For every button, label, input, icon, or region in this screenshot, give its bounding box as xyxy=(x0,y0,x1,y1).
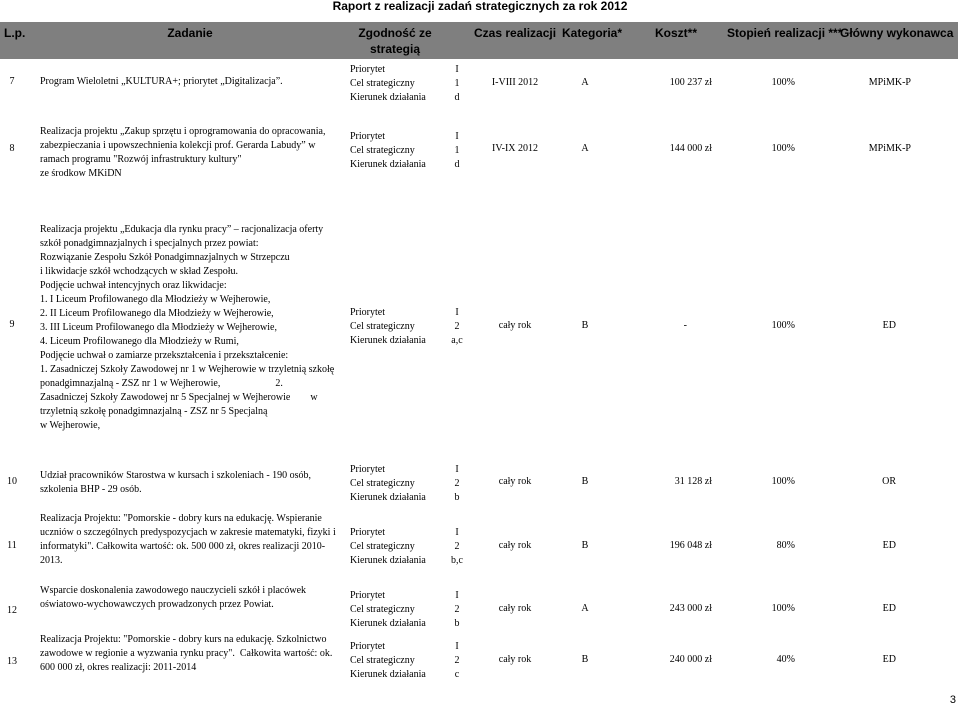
row-10-stopien: 100% xyxy=(771,476,795,487)
row-11-wykonawca: ED xyxy=(882,540,896,551)
row-9-stopien: 100% xyxy=(771,320,795,331)
row-11-zgodnosc: Priorytet Cel strategiczny Kierunek działania xyxy=(350,527,426,566)
row-7-kategoria: A xyxy=(581,77,589,88)
row-12-codes: I 2 b xyxy=(454,590,460,629)
row-11-lp: 11 xyxy=(7,540,17,551)
row-9-czas: cały rok xyxy=(498,320,532,331)
row-7-koszt: 100 237 zł xyxy=(669,77,712,88)
row-12-wykonawca: ED xyxy=(882,603,896,614)
row-12-stopien: 100% xyxy=(771,603,795,614)
row-9-zadanie: Realizacja projektu „Edukacja dla rynku pracy” – racjonalizacja oferty szkół ponadgimnazjalnych i specjalnych przez powiat: Rozwiązanie Zespołu Szkół Ponadgimnazjalnych w Strzepczu i likwidacje szkół wchodzących w skład Zespołu. Podjęcie uchwał intencyjnych oraz likwidacje: 1. I Liceum Profilowanego dla Młodzieży w Wejherowie, 2. II Liceum Profilowanego dla Młodzieży w Wejherowie, 3. III Liceum Profilowanego dla Młodzieży w Wejherowie, 4. Liceum Profilowanego dla Młodzieży w Rumi, Podjęcie uchwał o zamiarze przekształcenia i przekształcenie: 1. Zasadniczej Szkoły Zawodowej nr 1 w Wejherowie w trzyletnią szkołę ponadgimnazjalną - ZSZ nr 1 w Wejherowie, 2. Zasadniczej Szkoły Zawodowej nr 5 Specjalnej w Wejherowie w trzyletnią szkołę ponadgimnazjalną - ZSZ nr 5 Specjalną w Wejherowie, xyxy=(40,224,335,431)
row-13-kategoria: B xyxy=(581,654,589,665)
row-11-koszt: 196 048 zł xyxy=(669,540,712,551)
row-10-zgodnosc: Priorytet Cel strategiczny Kierunek działania xyxy=(350,464,426,503)
row-8-lp: 8 xyxy=(9,143,15,154)
row-9-zgodnosc: Priorytet Cel strategiczny Kierunek działania xyxy=(350,307,426,346)
row-8-stopien: 100% xyxy=(771,143,795,154)
row-7-codes: I 1 d xyxy=(454,64,460,103)
header-kategoria: Kategoria* xyxy=(562,26,623,40)
row-10-kategoria: B xyxy=(581,476,589,487)
header-zgodnosc-2: strategią xyxy=(369,42,421,56)
row-11-codes: I 2 b,c xyxy=(451,527,463,566)
row-9-koszt: - xyxy=(683,320,687,331)
header-zadanie: Zadanie xyxy=(167,26,213,40)
row-13-zgodnosc: Priorytet Cel strategiczny Kierunek działania xyxy=(350,641,426,680)
row-8-koszt: 144 000 zł xyxy=(669,143,712,154)
row-8-zadanie: Realizacja projektu „Zakup sprzętu i oprogramowania do opracowania, zabezpieczania i upowszechnienia kolekcji prof. Gerarda Labudy” w ramach programu "Rozwój infrastruktury kultury" ze środkow MKiDN xyxy=(40,126,326,179)
row-8-zgodnosc: Priorytet Cel strategiczny Kierunek działania xyxy=(350,131,426,170)
row-12-koszt: 243 000 zł xyxy=(669,603,712,614)
row-10-codes: I 2 b xyxy=(454,464,460,503)
row-8-wykonawca: MPiMK-P xyxy=(868,143,911,154)
row-8-codes: I 1 d xyxy=(454,131,460,170)
table-header xyxy=(0,22,958,59)
header-wykonawca: Główny wykonawca xyxy=(840,26,954,40)
row-9-kategoria: B xyxy=(581,320,589,331)
row-13-wykonawca: ED xyxy=(882,654,896,665)
row-12-zgodnosc: Priorytet Cel strategiczny Kierunek działania xyxy=(350,590,426,629)
row-10-wykonawca: OR xyxy=(882,476,896,487)
row-13-czas: cały rok xyxy=(498,654,532,665)
row-10-czas: cały rok xyxy=(498,476,532,487)
row-11-stopien: 80% xyxy=(776,540,795,551)
row-9-codes: I 2 a,c xyxy=(451,307,463,346)
row-13-stopien: 40% xyxy=(776,654,795,665)
row-11-kategoria: B xyxy=(581,540,589,551)
row-12-lp: 12 xyxy=(7,605,17,616)
header-lp: L.p. xyxy=(4,26,26,40)
row-7-lp: 7 xyxy=(9,76,15,87)
row-12-zadanie: Wsparcie doskonalenia zawodowego nauczycieli szkół i placówek oświatowo-wychowawczych prowadzonych przez Powiat. xyxy=(40,585,307,610)
row-9-wykonawca: ED xyxy=(882,320,896,331)
report-title: Raport z realizacji zadań strategicznych za rok 2012 xyxy=(332,0,628,13)
row-8-kategoria: A xyxy=(581,143,589,154)
row-12-kategoria: A xyxy=(581,603,589,614)
row-10-lp: 10 xyxy=(7,476,17,487)
row-12-czas: cały rok xyxy=(498,603,532,614)
row-11-czas: cały rok xyxy=(498,540,532,551)
row-9-lp: 9 xyxy=(9,319,15,330)
row-7-stopien: 100% xyxy=(771,77,795,88)
row-7-wykonawca: MPiMK-P xyxy=(868,77,911,88)
row-7-zadanie: Program Wieloletni „KULTURA+; priorytet „Digitalizacja”. xyxy=(40,76,283,87)
row-13-codes: I 2 c xyxy=(454,641,460,680)
row-7-czas: I-VIII 2012 xyxy=(491,77,539,88)
header-czas: Czas realizacji xyxy=(474,26,557,40)
row-13-koszt: 240 000 zł xyxy=(669,654,712,665)
row-11-zadanie: Realizacja Projektu: "Pomorskie - dobry kurs na edukację. Wspieranie uczniów o szczególnych predyspozycjach w zakresie matematyki, fizyki i informatyki". Całkowita wartość: ok. 500 000 zł, okres realizacji 2010- 2013. xyxy=(40,513,336,566)
row-10-koszt: 31 128 zł xyxy=(674,476,712,487)
row-13-zadanie: Realizacja Projektu: "Pomorskie - dobry kurs na edukację. Szkolnictwo zawodowe w regionie a wyzwania rynku pracy". Całkowita wartość: ok. 600 000 zł, okres realizacji: 2011-2014 xyxy=(40,634,333,673)
row-10-zadanie: Udział pracowników Starostwa w kursach i szkoleniach - 190 osób, szkolenia BHP - 29 osób. xyxy=(40,470,312,495)
row-7-zgodnosc: Priorytet Cel strategiczny Kierunek działania xyxy=(350,64,426,103)
header-koszt: Koszt** xyxy=(655,26,698,40)
header-stopien: Stopień realizacji *** xyxy=(727,26,843,40)
page-number: 3 xyxy=(949,694,956,706)
row-8-czas: IV-IX 2012 xyxy=(491,143,538,154)
row-13-lp: 13 xyxy=(7,656,17,667)
header-zgodnosc-1: Zgodność ze xyxy=(358,26,432,40)
